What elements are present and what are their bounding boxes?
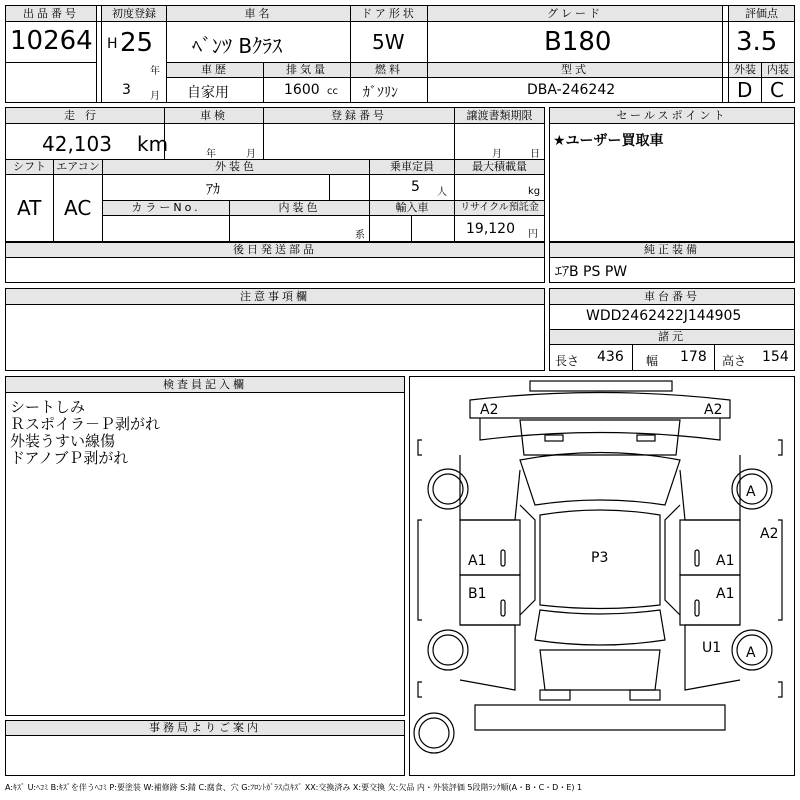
hdr-inspection: 車検 <box>165 108 263 123</box>
inspector-line: 外装うすい線傷 <box>10 432 116 450</box>
hdr-office: 事務局よりご案内 <box>6 721 404 735</box>
hdr-recycle: リサイクル預託金 <box>455 201 544 215</box>
inspector-line: シートしみ <box>10 398 86 416</box>
hdr-chassis: 車台番号 <box>550 289 794 304</box>
mark-front-right: A2 <box>704 402 723 418</box>
hdr-import: 輸入車 <box>370 201 454 215</box>
capacity: 5 <box>411 179 420 195</box>
car-name: ﾍﾞﾝﾂ Bｸﾗｽ <box>192 34 283 58</box>
shift: AT <box>17 196 42 220</box>
length-label: 長さ <box>555 354 580 368</box>
max-load-unit: kg <box>528 186 541 197</box>
score: 3.5 <box>736 27 778 57</box>
insp-month-unit: 月 <box>246 149 256 160</box>
width-value: 178 <box>680 349 707 365</box>
door-type: 5W <box>372 30 405 54</box>
mark-right-fender: A2 <box>760 526 779 542</box>
mark-front-left: A2 <box>480 402 499 418</box>
hdr-fuel: 燃料 <box>351 63 427 77</box>
sales-point: ★ユーザー買取車 <box>553 133 664 149</box>
hdr-inspector: 検査員記入欄 <box>6 377 404 392</box>
ac: AC <box>64 196 92 220</box>
hdr-notes: 注意事項欄 <box>6 289 544 304</box>
hdr-interior: 内装 <box>762 63 794 77</box>
hdr-max-load: 最大積載量 <box>455 160 544 174</box>
lot-number: 10264 <box>10 26 93 56</box>
recycle-fee: 19,120 <box>466 221 515 237</box>
hdr-mileage: 走行 <box>6 108 164 123</box>
history: 自家用 <box>187 85 229 101</box>
height-value: 154 <box>762 349 789 365</box>
ext-color: ｱｶ <box>206 182 220 198</box>
reg-year: 25 <box>120 28 154 58</box>
exterior-grade: D <box>737 78 753 102</box>
hdr-capacity: 乗車定員 <box>370 160 454 174</box>
hdr-reg-no: 登録番号 <box>264 108 454 123</box>
hdr-car-name: 車名 <box>167 6 350 21</box>
hdr-shift: シフト <box>6 160 53 174</box>
era-letter: H <box>107 36 118 52</box>
length-value: 436 <box>597 349 624 365</box>
transfer-month-unit: 月 <box>492 149 502 160</box>
hdr-equipment: 純正装備 <box>550 243 794 257</box>
hdr-score: 評価点 <box>729 6 794 21</box>
hdr-specs: 諸元 <box>550 330 794 344</box>
mark-fl-tire: A <box>746 484 756 500</box>
displacement-unit: cc <box>327 86 338 97</box>
hdr-history: 車歴 <box>167 63 263 77</box>
hdr-first-reg: 初度登録 <box>102 6 166 21</box>
height-label: 高さ <box>722 354 747 368</box>
mark-rr-tire: A <box>746 645 756 661</box>
hdr-door: ドア形状 <box>351 6 427 21</box>
fuel: ｶﾞｿﾘﾝ <box>363 85 398 101</box>
capacity-unit: 人 <box>437 187 447 198</box>
recycle-unit: 円 <box>528 229 538 240</box>
width-label: 幅 <box>646 354 659 368</box>
inspector-line: ドアノブＰ剥がれ <box>10 449 129 467</box>
hdr-model: 型式 <box>428 63 722 77</box>
hdr-lot-no: 出品番号 <box>6 6 96 21</box>
year-unit: 年 <box>150 66 160 77</box>
model-code: DBA-246242 <box>527 82 616 98</box>
hdr-later-parts: 後日発送部品 <box>6 243 544 257</box>
hdr-sales-point: セールスポイント <box>550 108 794 123</box>
hdr-grade: グレード <box>428 6 722 21</box>
hdr-ac: エアコン <box>54 160 102 174</box>
equipment-value: ｴｱB PS PW <box>555 264 628 280</box>
mark-right-door-front: A1 <box>716 553 735 569</box>
mileage: 42,103 <box>42 132 112 156</box>
insp-year-unit: 年 <box>206 149 216 160</box>
grade: B180 <box>544 27 612 57</box>
hdr-color-no: カラーNo. <box>103 201 229 215</box>
reg-month: 3 <box>122 82 131 98</box>
month-unit: 月 <box>150 91 160 102</box>
inspector-line: Ｒスポイラ－Ｐ剥がれ <box>10 415 161 433</box>
transfer-day-unit: 日 <box>530 149 540 160</box>
legend: A:ｷｽﾞ U:ﾍｺﾐ B:ｷｽﾞを伴うﾍｺﾐ P:要塗装 W:補修跡 S:錆 C:腐食、穴 G:ﾌﾛﾝﾄｶﾞﾗｽ点ｷｽﾞ XX:交換済み X:要交換 欠:欠品 内・外装評価 5段階ﾗﾝｸ順(A・B・C・D・E) 1 <box>5 783 583 792</box>
displacement: 1600 <box>284 82 320 98</box>
hdr-transfer: 譲渡書類期限 <box>455 108 544 123</box>
mileage-unit: km <box>137 132 169 156</box>
mark-left-door-front: A1 <box>468 553 487 569</box>
interior-grade: C <box>770 78 784 102</box>
mark-roof: P3 <box>591 550 609 566</box>
chassis-number: WDD2462422J144905 <box>586 308 742 324</box>
hdr-ext-color: 外装色 <box>103 160 369 174</box>
int-color-unit: 系 <box>355 230 365 241</box>
hdr-exterior: 外装 <box>729 63 761 77</box>
mark-right-door-rear: A1 <box>716 586 735 602</box>
hdr-displacement: 排気量 <box>264 63 350 77</box>
mark-rear-right: U1 <box>702 640 722 656</box>
hdr-int-color: 内装色 <box>230 201 369 215</box>
mark-left-door-rear: B1 <box>468 586 487 602</box>
